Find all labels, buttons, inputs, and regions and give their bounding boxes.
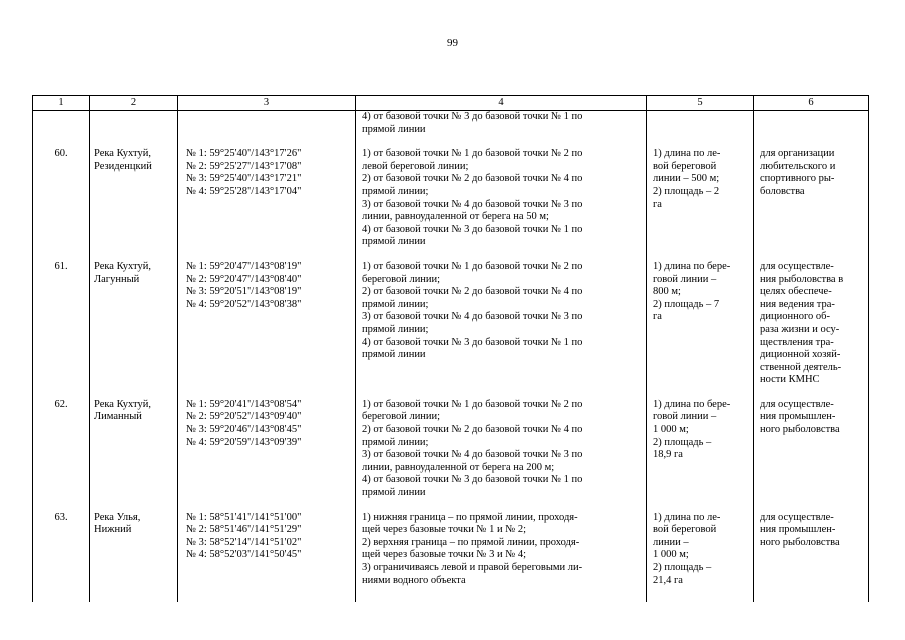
column-header-3: 3 <box>178 96 356 111</box>
text-line: 1) длина по ле- <box>653 148 721 160</box>
column-header-6: 6 <box>754 96 869 111</box>
text-line: Река Кухтуй, <box>94 398 151 410</box>
text-line: береговой линии; <box>362 273 441 285</box>
cell <box>33 111 90 137</box>
water-body-name-cell <box>90 500 178 602</box>
water-body-name-cell <box>90 136 178 249</box>
text-line: 3) от базовой точки № 4 до базовой точки № 3 по <box>362 198 583 210</box>
text-line: прямой линии; <box>362 185 429 197</box>
column-header-1: 1 <box>33 96 90 111</box>
text-line: № 3: 59°25'40"/143°17'21" <box>186 173 302 185</box>
coordinates-cell <box>178 136 356 249</box>
text-line: ниями водного объекта <box>362 574 466 586</box>
borders-description-cell <box>356 136 647 249</box>
coordinates-cell <box>178 387 356 500</box>
text-line: Нижний <box>94 524 132 536</box>
table-row <box>33 387 869 500</box>
text-line: береговой линии; <box>362 411 441 423</box>
cell <box>647 111 754 137</box>
text-line: № 2: 59°25'27"/143°17'08" <box>186 160 302 172</box>
text-line: 3) от базовой точки № 4 до базовой точки № 3 по <box>362 449 583 461</box>
text-line: ности КМНС <box>760 374 820 386</box>
text-line: диционной хозяй- <box>760 349 841 361</box>
table-row <box>33 136 869 249</box>
text-line: № 1: 59°25'40"/143°17'26" <box>186 148 302 160</box>
text-line: линии – 500 м; <box>653 173 720 185</box>
text-line: вой береговой <box>653 160 717 172</box>
text-line: 2) площадь – <box>653 562 712 573</box>
continuation-row <box>33 111 869 137</box>
borders-description-cell <box>356 387 647 500</box>
text-line: 1) нижняя граница – по прямой линии, проходя- <box>362 511 578 523</box>
text-line: 4) от базовой точки № 3 до базовой точки № 1 по <box>362 336 583 348</box>
text-line: № 1: 59°20'41"/143°08'54" <box>186 398 302 410</box>
text-line: щей через базовые точки № 3 и № 4; <box>362 549 527 561</box>
text-line: прямой линии; <box>362 323 429 335</box>
text-line: для осуществле- <box>760 511 834 523</box>
text-line: левой береговой линии; <box>362 160 469 172</box>
text-line: ного рыболовства <box>760 536 840 548</box>
area-size-cell <box>647 249 754 387</box>
text-line: для осуществле- <box>760 260 834 272</box>
text-line: 1) длина по бере- <box>653 260 731 272</box>
text-line: № 2: 59°20'47"/143°08'40" <box>186 273 302 285</box>
water-body-name-cell <box>90 387 178 500</box>
table-row <box>33 249 869 387</box>
purpose-cell <box>754 136 869 249</box>
text-line: спортивного ры- <box>760 173 835 185</box>
water-body-name-cell <box>90 249 178 387</box>
text-line: вой береговой <box>653 524 717 536</box>
purpose-cell <box>754 249 869 387</box>
text-line: ного рыболовства <box>760 424 840 436</box>
purpose-cell <box>754 387 869 500</box>
text-line: ния промышлен- <box>760 411 836 423</box>
text-line: прямой линии <box>362 349 426 361</box>
text-line: 800 м; <box>653 286 681 298</box>
text-line: № 4: 59°20'59"/143°09'39" <box>186 436 302 448</box>
text-line: раза жизни и осу- <box>760 323 840 335</box>
text-line: № 3: 59°20'51"/143°08'19" <box>186 286 302 298</box>
text-line: говой линии – <box>653 273 717 285</box>
text-line: 2) верхняя граница – по прямой линии, проходя- <box>362 536 580 548</box>
text-line: любительского и <box>760 160 836 172</box>
text-line: говой линии – <box>653 411 717 423</box>
row-number-cell: 63. <box>33 500 90 602</box>
text-line: прямой линии <box>362 487 426 499</box>
text-line: № 2: 59°20'52"/143°09'40" <box>186 411 302 423</box>
table-header-row <box>33 96 869 111</box>
table-row <box>33 500 869 602</box>
column-header-2: 2 <box>90 96 178 111</box>
text-line: № 4: 59°25'28"/143°17'04" <box>186 185 302 197</box>
text-line: 4) от базовой точки № 3 до базовой точки № 1 по <box>362 474 583 486</box>
area-size-cell <box>647 500 754 602</box>
text-line: 1 000 м; <box>653 549 689 561</box>
text-line: линии – <box>653 536 689 548</box>
text-line: Лагунный <box>94 273 140 285</box>
text-line: боловства <box>760 185 805 197</box>
text-line: 1) длина по ле- <box>653 511 721 523</box>
text-line: № 4: 59°20'52"/143°08'38" <box>186 298 302 310</box>
text-line: № 3: 59°20'46"/143°08'45" <box>186 424 302 436</box>
cell <box>90 111 178 137</box>
text-line: № 4: 58°52'03"/141°50'45" <box>186 549 302 561</box>
text-line: диционного об- <box>760 311 830 323</box>
text-line: линии, равноудаленной от берега на 200 м; <box>362 461 555 473</box>
text-line: 1) длина по бере- <box>653 398 731 410</box>
text-line: Лиманный <box>94 411 142 423</box>
purpose-cell <box>754 500 869 602</box>
text-line: линии, равноудаленной от берега на 50 м; <box>362 211 549 223</box>
text-line: 18,9 га <box>653 449 683 461</box>
area-size-cell <box>647 136 754 249</box>
text-line: 2) площадь – 2 <box>653 185 720 197</box>
text-line: № 2: 58°51'46"/141°51'29" <box>186 524 302 536</box>
text-line: 2) от базовой точки № 2 до базовой точки № 4 по <box>362 424 583 436</box>
text-line: ния промышлен- <box>760 524 836 536</box>
text-line: га <box>653 198 662 210</box>
text-line: прямой линии; <box>362 436 429 448</box>
fishing-areas-table <box>32 95 869 602</box>
text-line: 2) от базовой точки № 2 до базовой точки № 4 по <box>362 286 583 298</box>
text-line: га <box>653 311 662 323</box>
text-line: Река Улья, <box>94 511 141 523</box>
text-line: 2) от базовой точки № 2 до базовой точки № 4 по <box>362 173 583 185</box>
text-line: ния ведения тра- <box>760 298 835 310</box>
column-header-4: 4 <box>356 96 647 111</box>
cell <box>754 111 869 137</box>
text-line: № 3: 58°52'14"/141°51'02" <box>186 536 302 548</box>
text-line: целях обеспече- <box>760 286 832 298</box>
column-header-5: 5 <box>647 96 754 111</box>
borders-description-cell <box>356 249 647 387</box>
text-line: 1 000 м; <box>653 424 689 436</box>
row-number-cell: 60. <box>33 136 90 249</box>
continuation-borders-cell <box>356 111 647 137</box>
text-line: № 1: 59°20'47"/143°08'19" <box>186 260 302 272</box>
coordinates-cell <box>178 500 356 602</box>
text-line: ществления тра- <box>760 336 834 348</box>
text-line: ния рыболовства в <box>760 273 844 285</box>
text-line: 4) от базовой точки № 3 до базовой точки № 1 по <box>362 223 583 235</box>
coordinates-cell <box>178 249 356 387</box>
text-line: прямой линии <box>362 123 426 135</box>
cell <box>178 111 356 137</box>
text-line: для организации <box>760 148 835 160</box>
text-line: щей через базовые точки № 1 и № 2; <box>362 524 527 536</box>
text-line: 1) от базовой точки № 1 до базовой точки № 2 по <box>362 148 583 160</box>
row-number-cell: 62. <box>33 387 90 500</box>
text-line: 21,4 га <box>653 574 683 586</box>
row-number-cell: 61. <box>33 249 90 387</box>
text-line: № 1: 58°51'41"/141°51'00" <box>186 511 302 523</box>
text-line: прямой линии <box>362 236 426 248</box>
text-line: для осуществле- <box>760 398 834 410</box>
text-line: прямой линии; <box>362 298 429 310</box>
text-line: Река Кухтуй, <box>94 148 151 160</box>
text-line: 3) ограничиваясь левой и правой береговыми ли- <box>362 562 583 573</box>
text-line: Река Кухтуй, <box>94 260 151 272</box>
text-line: ственной деятель- <box>760 361 842 373</box>
text-line: 2) площадь – 7 <box>653 298 720 310</box>
text-line: Резиденцкий <box>94 160 152 172</box>
borders-description-cell <box>356 500 647 602</box>
text-line: 1) от базовой точки № 1 до базовой точки № 2 по <box>362 260 583 272</box>
text-line: 2) площадь – <box>653 436 712 448</box>
text-line: 4) от базовой точки № 3 до базовой точки № 1 по <box>362 111 583 122</box>
text-line: 1) от базовой точки № 1 до базовой точки № 2 по <box>362 398 583 410</box>
page-number: 99 <box>447 37 458 49</box>
text-line: 3) от базовой точки № 4 до базовой точки № 3 по <box>362 311 583 323</box>
area-size-cell <box>647 387 754 500</box>
